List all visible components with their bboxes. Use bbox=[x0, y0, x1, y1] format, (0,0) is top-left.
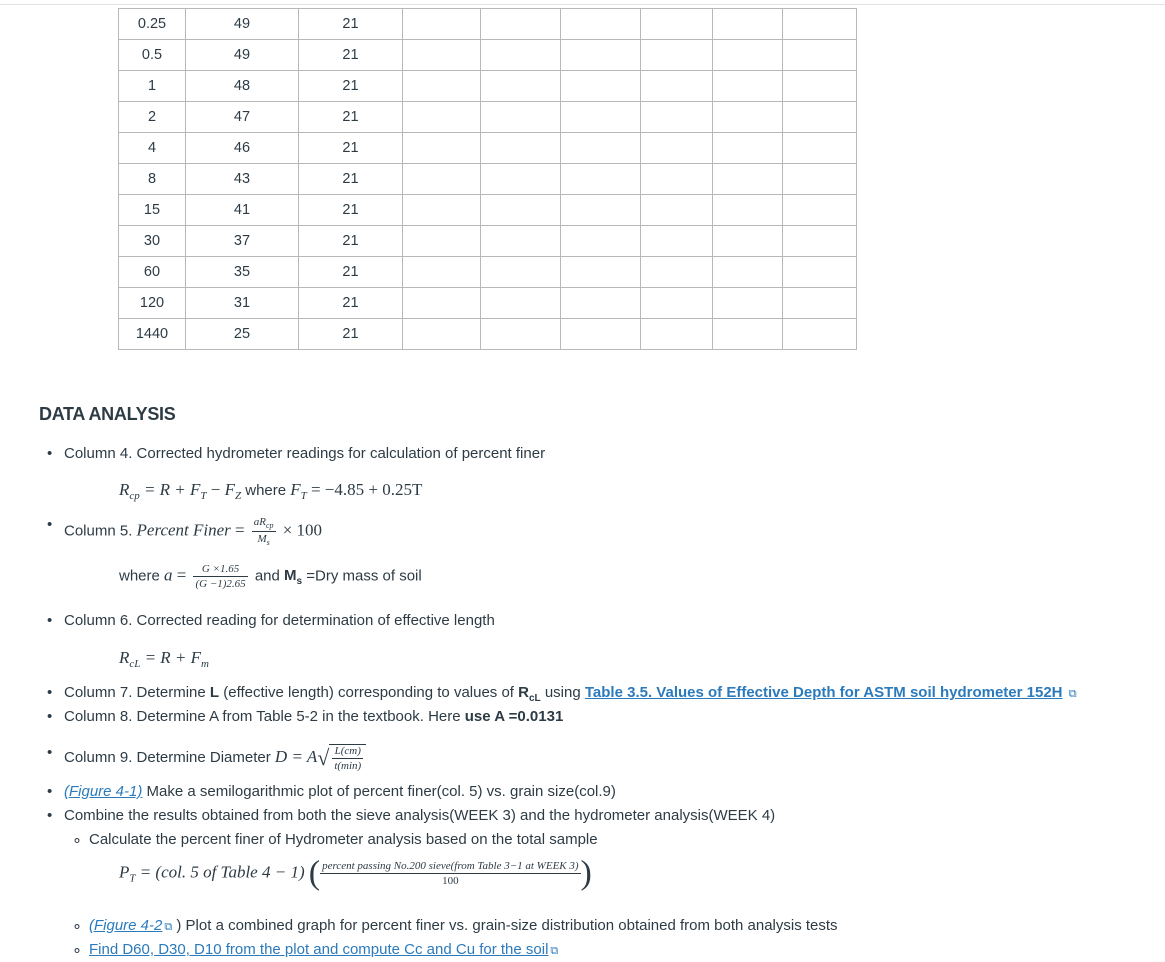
table-cell bbox=[481, 9, 561, 40]
table-cell: 41 bbox=[186, 195, 299, 226]
pt-expression: = (col. 5 of Table 4 − 1) bbox=[139, 862, 305, 882]
table-row bbox=[119, 40, 857, 71]
table-cell bbox=[783, 102, 857, 133]
table-cell: 60 bbox=[119, 257, 186, 288]
table-cell bbox=[713, 226, 783, 257]
table-cell: 49 bbox=[186, 40, 299, 71]
table-cell: 35 bbox=[186, 257, 299, 288]
sqrt-denominator: t(min) bbox=[334, 760, 362, 772]
table-row bbox=[119, 288, 857, 319]
figure-4-1-link[interactable]: (Figure 4-1) bbox=[64, 783, 143, 800]
col9-pre: Column 9. Determine Diameter bbox=[64, 748, 271, 766]
col4-text: Column 4. Corrected hydrometer readings for calculation of percent finer bbox=[64, 445, 546, 462]
combine-text: Combine the results obtained from both the sieve analysis(WEEK 3) and the hydrometer analysis(WEEK 4) bbox=[64, 807, 776, 824]
table-cell bbox=[783, 133, 857, 164]
table-cell bbox=[783, 226, 857, 257]
fig42-text: ) Plot a combined graph for percent finer vs. grain-size distribution obtained from both analysis tests bbox=[176, 917, 838, 934]
list-item-col6 bbox=[64, 612, 495, 629]
table-cell bbox=[481, 40, 561, 71]
table-cell: 0.5 bbox=[119, 40, 186, 71]
table-cell bbox=[481, 288, 561, 319]
list-item-combine bbox=[64, 807, 775, 824]
table-cell: 21 bbox=[299, 195, 403, 226]
table-cell: 46 bbox=[186, 133, 299, 164]
col7-L: L bbox=[209, 684, 220, 701]
col6-equation: $R_{cL} = R + F_m$ bbox=[119, 648, 209, 670]
table-cell bbox=[783, 9, 857, 40]
table-cell bbox=[403, 102, 481, 133]
col8-bold: use A =0.0131 bbox=[464, 708, 564, 725]
table-cell bbox=[641, 40, 713, 71]
table-cell bbox=[403, 257, 481, 288]
table-row bbox=[119, 71, 857, 102]
table-cell: 25 bbox=[186, 319, 299, 350]
external-link-icon[interactable]: ⧉ bbox=[164, 921, 173, 933]
table-cell bbox=[713, 9, 783, 40]
table-cell: 21 bbox=[299, 226, 403, 257]
table-cell bbox=[561, 257, 641, 288]
table-cell bbox=[641, 71, 713, 102]
table-cell bbox=[481, 226, 561, 257]
col7-R: R bbox=[518, 684, 529, 701]
table-cell bbox=[641, 133, 713, 164]
table-row bbox=[119, 226, 857, 257]
table-cell bbox=[561, 9, 641, 40]
table-cell bbox=[783, 71, 857, 102]
pt-denominator: 100 bbox=[442, 875, 459, 887]
table-cell: 1 bbox=[119, 71, 186, 102]
calc-text: Calculate the percent finer of Hydrometer analysis based on the total sample bbox=[89, 831, 598, 848]
table-cell: 21 bbox=[299, 288, 403, 319]
table-cell bbox=[713, 288, 783, 319]
sub-item-fig42 bbox=[89, 917, 838, 934]
table-cell: 4 bbox=[119, 133, 186, 164]
table-cell bbox=[481, 102, 561, 133]
table-cell: 21 bbox=[299, 133, 403, 164]
table-cell: 21 bbox=[299, 164, 403, 195]
table-row bbox=[119, 257, 857, 288]
table-cell bbox=[481, 71, 561, 102]
table-cell bbox=[561, 40, 641, 71]
table-cell bbox=[403, 71, 481, 102]
table-cell bbox=[481, 195, 561, 226]
fig41-text: Make a semilogarithmic plot of percent finer(col. 5) vs. grain size(col.9) bbox=[146, 783, 616, 800]
percent-finer-term: Percent Finer bbox=[136, 520, 231, 540]
table-cell bbox=[641, 102, 713, 133]
table-cell bbox=[783, 40, 857, 71]
top-divider bbox=[0, 4, 1165, 5]
table-cell bbox=[481, 164, 561, 195]
col6-text: Column 6. Corrected reading for determination of effective length bbox=[64, 612, 495, 629]
sqrt-numerator: L(cm) bbox=[332, 745, 363, 759]
table-cell bbox=[561, 71, 641, 102]
col5-prefix: Column 5. bbox=[64, 522, 133, 540]
table-cell bbox=[783, 288, 857, 319]
where-a-text: where bbox=[119, 567, 160, 585]
col7-mid: (effective length) corresponding to values of bbox=[223, 684, 514, 701]
list-item-col5: • Column 5. Percent Finer = $\frac{aR_{cp}}{M_s}$ × 100 bbox=[64, 516, 322, 547]
col4-equation: $R_{cp} = R + F_T - F_Z$ where $F_T = -4.85 + 0.25T$ bbox=[119, 480, 423, 502]
section-heading: DATA ANALYSIS bbox=[39, 404, 176, 424]
table-cell: 49 bbox=[186, 9, 299, 40]
table-cell bbox=[783, 195, 857, 226]
table-cell bbox=[561, 195, 641, 226]
table-cell: 21 bbox=[299, 9, 403, 40]
sub-item-calc bbox=[89, 831, 598, 848]
table-cell bbox=[713, 40, 783, 71]
table-cell bbox=[783, 164, 857, 195]
table-cell bbox=[713, 195, 783, 226]
table-cell: 37 bbox=[186, 226, 299, 257]
table-cell: 8 bbox=[119, 164, 186, 195]
table-row bbox=[119, 102, 857, 133]
percent-finer-fraction: $\frac{aR_{cp}}{M_s}$ bbox=[253, 516, 274, 548]
table-cell: 2 bbox=[119, 102, 186, 133]
table-cell: 15 bbox=[119, 195, 186, 226]
table-cell bbox=[641, 195, 713, 226]
table-cell bbox=[713, 71, 783, 102]
hydrometer-data-table bbox=[118, 8, 857, 350]
table-cell bbox=[783, 319, 857, 350]
table-cell bbox=[561, 164, 641, 195]
col7-using: using bbox=[544, 684, 581, 701]
list-item-col9: • Column 9. Determine Diameter D = A√ $\frac{L(cm)}{t(\min)}$ bbox=[64, 744, 366, 772]
table-cell bbox=[641, 319, 713, 350]
where-text: where bbox=[245, 482, 287, 499]
table-cell bbox=[713, 133, 783, 164]
list-item-col7: • Column 7. Determine L (effective length) corresponding to values of $R_{cL}$ using Table 3.5. Values of Effective Depth for ASTM soil hydrometer 152H ⧉ bbox=[64, 684, 1077, 704]
where-a-line: where a = $\frac{G \times 1.65}{(G -1)2.65}$ and $M_s =Dry$ mass of soil bbox=[119, 563, 422, 590]
table-cell bbox=[481, 319, 561, 350]
table-cell: 31 bbox=[186, 288, 299, 319]
table-cell bbox=[713, 164, 783, 195]
table-cell bbox=[403, 164, 481, 195]
table-cell bbox=[403, 133, 481, 164]
rcp-expression: = R + F bbox=[143, 480, 201, 499]
table-row bbox=[119, 164, 857, 195]
diameter-expression: D = A bbox=[274, 746, 318, 766]
table-cell: 21 bbox=[299, 257, 403, 288]
table-cell bbox=[481, 133, 561, 164]
ft-expression: = −4.85 + 0.25T bbox=[310, 480, 423, 499]
table-cell bbox=[561, 226, 641, 257]
external-link-icon[interactable]: ⧉ bbox=[1068, 688, 1077, 700]
table-cell: 47 bbox=[186, 102, 299, 133]
table-cell bbox=[641, 257, 713, 288]
table-cell bbox=[403, 288, 481, 319]
table-cell bbox=[713, 257, 783, 288]
external-link-icon[interactable]: ⧉ bbox=[550, 945, 559, 957]
list-item-col8 bbox=[64, 708, 563, 725]
col7-pre: Column 7. Determine bbox=[64, 684, 206, 701]
table-cell bbox=[641, 288, 713, 319]
table-cell bbox=[403, 195, 481, 226]
table-row bbox=[119, 195, 857, 226]
table-row bbox=[119, 133, 857, 164]
sub-item-find bbox=[89, 941, 558, 958]
table-cell: 21 bbox=[299, 319, 403, 350]
table-cell: 0.25 bbox=[119, 9, 186, 40]
table-cell bbox=[641, 226, 713, 257]
table-cell: 30 bbox=[119, 226, 186, 257]
table-cell bbox=[561, 102, 641, 133]
rcl-expression: = R + F bbox=[144, 648, 202, 667]
table-cell bbox=[403, 9, 481, 40]
figure-4-2-link[interactable]: (Figure 4-2 bbox=[89, 917, 163, 934]
table-cell: 21 bbox=[299, 102, 403, 133]
list-item-col4 bbox=[64, 445, 545, 462]
list-item-fig41 bbox=[64, 783, 616, 800]
table-cell bbox=[561, 133, 641, 164]
table-cell: 48 bbox=[186, 71, 299, 102]
effective-depth-table-link[interactable]: Table 3.5. Values of Effective Depth for ASTM soil hydrometer 152H bbox=[584, 684, 1063, 701]
times-100: × 100 bbox=[282, 520, 323, 540]
table-cell bbox=[481, 257, 561, 288]
table-cell bbox=[403, 226, 481, 257]
table-cell bbox=[561, 319, 641, 350]
table-row bbox=[119, 9, 857, 40]
table-cell: 120 bbox=[119, 288, 186, 319]
table-cell bbox=[783, 257, 857, 288]
table-cell: 1440 bbox=[119, 319, 186, 350]
a-fraction: $\frac{G \times 1.65}{(G -1)2.65}$ bbox=[195, 563, 246, 590]
table-row bbox=[119, 319, 857, 350]
table-cell: 21 bbox=[299, 71, 403, 102]
table-cell: 21 bbox=[299, 40, 403, 71]
table-cell bbox=[403, 319, 481, 350]
table-cell bbox=[713, 102, 783, 133]
table-cell bbox=[713, 319, 783, 350]
find-d-values-link[interactable]: Find D60, D30, D10 from the plot and compute Cc and Cu for the soil bbox=[89, 941, 549, 958]
pt-equation: $P_T = (col$. 5 of Table 4 − 1) ( $\frac{\text{percent passing No.200 sieve(from Table 3−1 at WEEK 3)}}{100}$ ) bbox=[119, 854, 592, 892]
table-cell: 43 bbox=[186, 164, 299, 195]
rcp-symbol: R bbox=[119, 480, 130, 499]
table-cell bbox=[561, 288, 641, 319]
table-cell bbox=[403, 40, 481, 71]
and-text: and bbox=[254, 567, 280, 585]
table-cell bbox=[641, 9, 713, 40]
table-cell bbox=[641, 164, 713, 195]
ms-description: =Dry mass of soil bbox=[306, 567, 422, 585]
col8-pre: Column 8. Determine A from Table 5-2 in the textbook. Here bbox=[64, 708, 461, 725]
pt-numerator: percent passing No.200 sieve(from Table 3−1 at WEEK 3) bbox=[322, 860, 579, 872]
